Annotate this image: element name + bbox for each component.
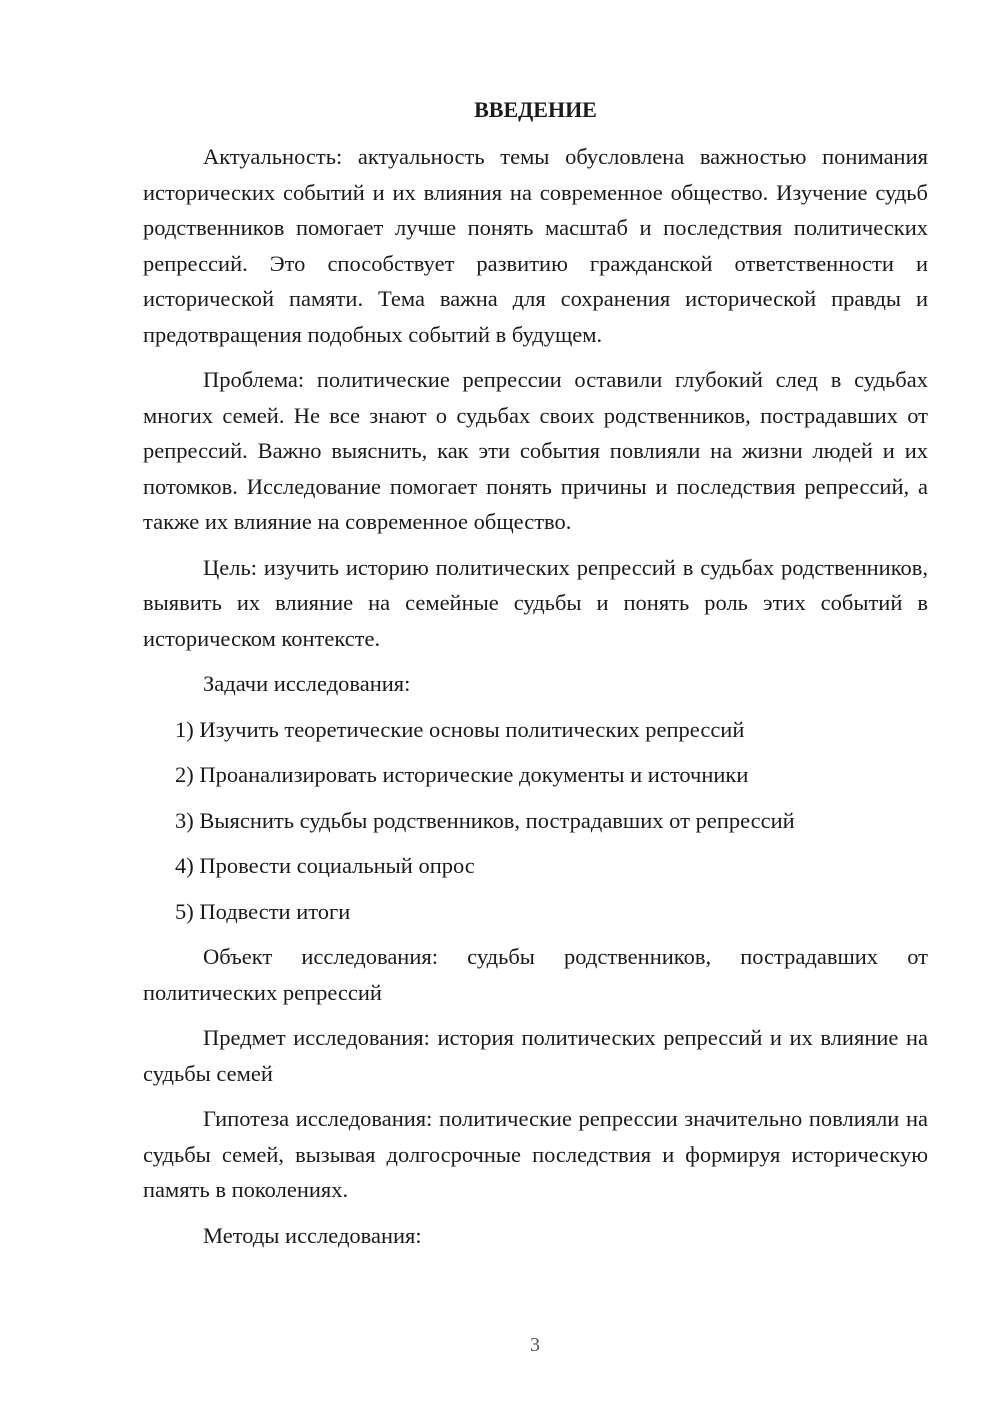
paragraph-subject: Предмет исследования: история политических репрессий и их влияние на судьбы семей [143, 1025, 928, 1086]
list-item: 5) Подвести итоги [175, 898, 351, 924]
paragraph-object: Объект исследования: судьбы родственников, пострадавших от политических репрессий [143, 944, 928, 1005]
tasks-heading: Задачи исследования: [203, 671, 411, 696]
paragraph-hypothesis: Гипотеза исследования: политические репрессии значительно повлияли на судьбы семей, вызывая долгосрочные последствия и формируя историческую память в поколениях. [143, 1106, 928, 1202]
page-content [143, 93, 928, 1263]
list-item: 4) Провести социальный опрос [175, 853, 475, 878]
section-title: ВВЕДЕНИЕ [474, 97, 597, 122]
list-item: 3) Выяснить судьбы родственников, пострадавших от репрессий [175, 807, 795, 833]
tasks-list [143, 712, 928, 930]
paragraph-relevance: Актуальность: актуальность темы обусловлена важностью понимания исторических событий и их влияния на современное общество. Изучение судьб родственников помогает лучше понять масштаб и последствия политических репрессий. Это способствует развитию гражданской ответственности и исторической памяти. Тема важна для сохранения исторической правды и предотвращения подобных событий в будущем. [143, 144, 928, 347]
paragraph-goal: Цель: изучить историю политических репрессий в судьбах родственников, выявить их влияние на семейные судьбы и понять роль этих событий в историческом контексте. [143, 554, 928, 651]
paragraph-problem: Проблема: политические репрессии оставили глубокий след в судьбах многих семей. Не все знают о судьбах своих родственников, пострадавших от репрессий. Важно выяснить, как эти события повлияли на жизни людей и их потомков. Исследование помогает понять причины и последствия репрессий, а также их влияние на современное общество. [143, 367, 928, 534]
methods-heading: Методы исследования: [203, 1222, 422, 1248]
list-item: 1) Изучить теоретические основы политических репрессий [175, 716, 745, 742]
page-number: 3 [530, 1334, 540, 1356]
list-item: 2) Проанализировать исторические документы и источники [175, 762, 749, 787]
